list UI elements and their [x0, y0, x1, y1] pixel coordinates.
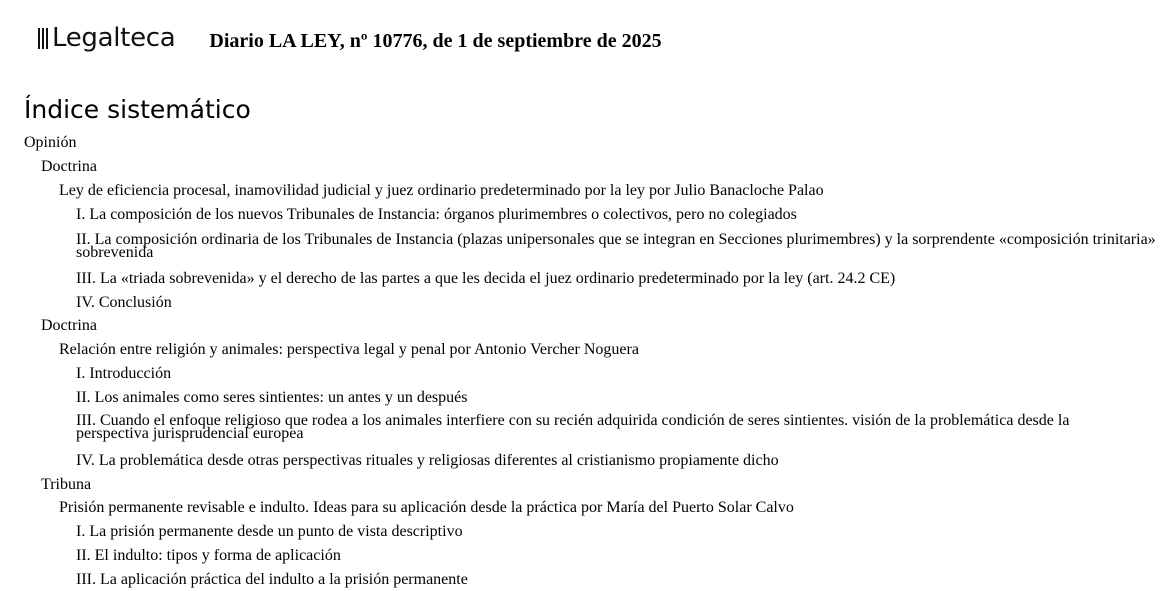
toc-category-doctrina[interactable]: Doctrina [41, 317, 97, 334]
toc-subsection[interactable]: II. Los animales como seres sintientes: un antes y un después [76, 389, 468, 406]
toc-subsection[interactable]: III. La «triada sobrevenida» y el derecho de las partes a que les decida el juez ordinario predeterminado por la ley (art. 24.2 CE) [76, 270, 896, 287]
toc-article[interactable]: Ley de eficiencia procesal, inamovilidad judicial y juez ordinario predeterminado por la ley por Julio Banacloche Palao [59, 182, 824, 199]
toc-category-tribuna[interactable]: Tribuna [41, 476, 92, 493]
toc-section-opinion[interactable]: Opinión [24, 134, 77, 151]
logo-text: Legalteca [52, 23, 176, 53]
toc-subsection[interactable]: I. La composición de los nuevos Tribunales de Instancia: órganos plurimembres o colectivos, pero no colegiados [76, 206, 797, 223]
toc-subsection[interactable]: IV. La problemática desde otras perspectivas rituales y religiosas diferentes al cristianismo propiamente dicho [76, 452, 779, 469]
toc-subsection[interactable]: I. La prisión permanente desde un punto de vista descriptivo [76, 523, 463, 540]
toc-subsection[interactable]: III. La aplicación práctica del indulto a la prisión permanente [76, 571, 468, 588]
toc-article[interactable]: Relación entre religión y animales: perspectiva legal y penal por Antonio Vercher Noguera [59, 341, 639, 358]
legalteca-logo [38, 20, 175, 56]
toc-article[interactable]: Prisión permanente revisable e indulto. Ideas para su aplicación desde la práctica por María del Puerto Solar Calvo [59, 499, 794, 516]
toc-subsection[interactable]: IV. Conclusión [76, 294, 172, 311]
toc-subsection[interactable]: I. Introducción [76, 365, 172, 382]
issue-title: Diario LA LEY, nº 10776, de 1 de septiembre de 2025 [209, 29, 662, 52]
index-heading: Índice sistemático [24, 95, 251, 124]
toc-subsection[interactable]: II. El indulto: tipos y forma de aplicación [76, 547, 341, 564]
toc-subsection[interactable]: III. Cuando el enfoque religioso que rodea a los animales interfiere con su recién adquirida condición de seres sintientes. visión de la problemática desde la perspectiva jurisprudencial europea [76, 412, 1070, 442]
toc-subsection[interactable]: II. La composición ordinaria de los Tribunales de Instancia (plazas unipersonales que se integran en Secciones plurimembres) y la sorprendente «composición trinitaria» sobrevenida [76, 231, 1156, 261]
toc-category-doctrina[interactable]: Doctrina [41, 158, 97, 175]
logo-bars-icon [38, 27, 50, 49]
page-header [38, 18, 662, 58]
